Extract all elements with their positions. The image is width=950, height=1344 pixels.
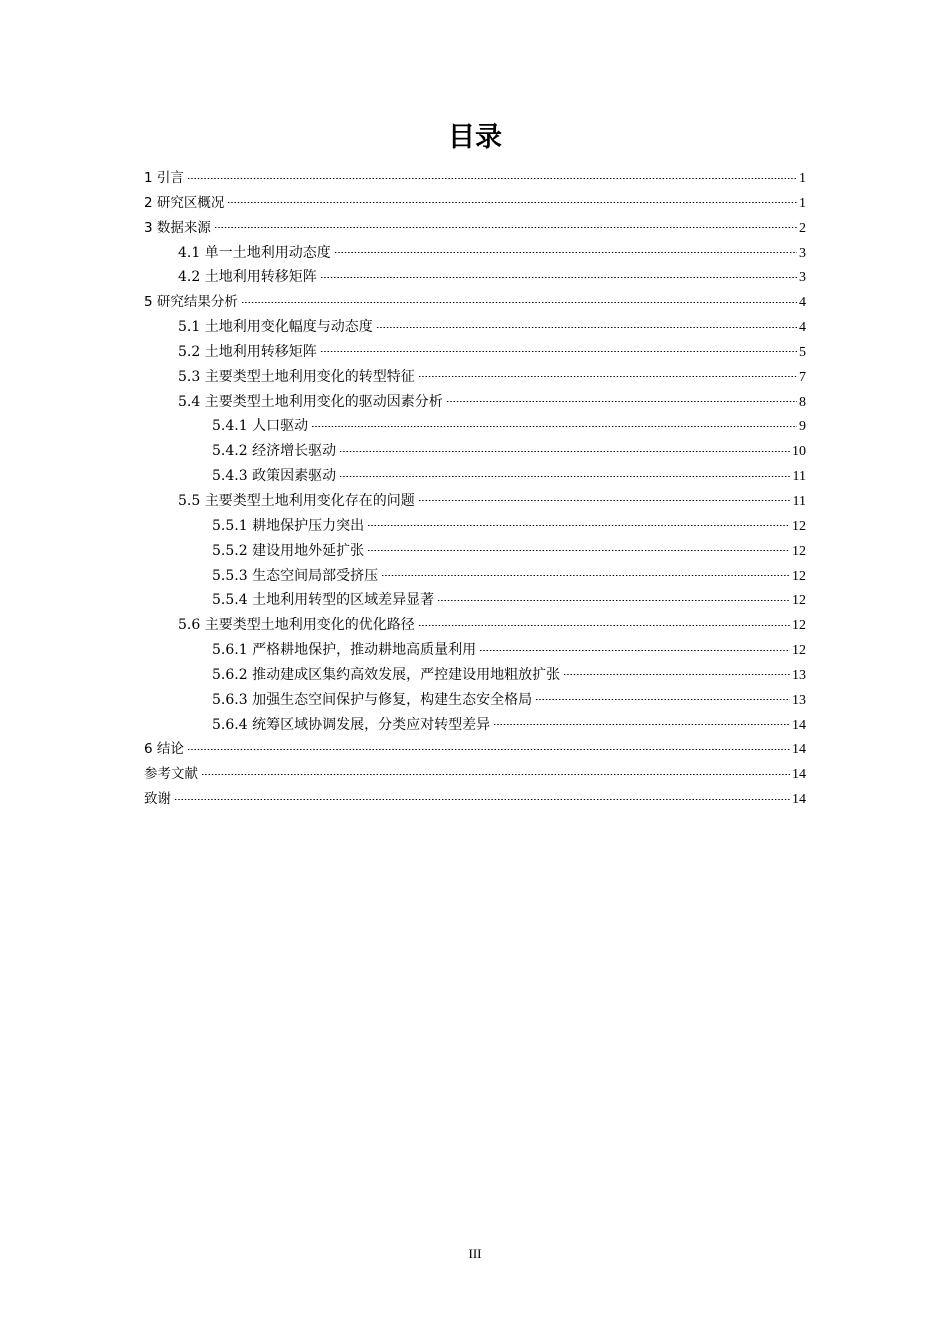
toc-entry-title: 5.6.1 严格耕地保护，推动耕地高质量利用: [212, 642, 477, 659]
toc-entry-title: 致谢: [144, 791, 171, 808]
dot-leader: [201, 770, 790, 778]
toc-entry[interactable]: [144, 713, 806, 738]
toc-entry[interactable]: [144, 737, 806, 762]
toc-entry-page: 12: [792, 543, 806, 559]
dot-leader: [187, 745, 790, 753]
toc-entry-title: 5.5.2 建设用地外延扩张: [212, 542, 365, 559]
dot-leader: [339, 472, 790, 480]
toc-entry-page: 12: [792, 593, 806, 609]
toc-entry-title: 5.5 主要类型土地利用变化存在的问题: [178, 492, 415, 509]
dot-leader: [320, 348, 797, 356]
toc-entry-title: 4.2 土地利用转移矩阵: [178, 269, 317, 286]
toc-entry-title: 5.5.4 土地利用转型的区域差异显著: [212, 592, 435, 609]
toc-entry-page: 7: [799, 369, 806, 385]
dot-leader: [334, 249, 797, 257]
toc-entry-title: 5.5.3 生态空间局部受挤压: [212, 567, 379, 584]
toc-entry[interactable]: [144, 290, 806, 315]
toc-entry-page: 12: [792, 568, 806, 584]
toc-entry[interactable]: [144, 539, 806, 564]
page-title: 目录: [448, 122, 502, 153]
toc-entry-page: 4: [799, 295, 806, 311]
dot-leader: [214, 224, 797, 232]
toc-entry-page: 14: [792, 767, 806, 783]
toc-entry-page: 11: [792, 493, 806, 509]
dot-leader: [418, 621, 790, 629]
toc-entry-page: 3: [799, 245, 806, 261]
toc-entry[interactable]: [144, 216, 806, 241]
toc-entry[interactable]: [144, 588, 806, 613]
toc-entry-page: 5: [799, 344, 806, 360]
toc-entry[interactable]: [144, 241, 806, 266]
dot-leader: [376, 323, 797, 331]
toc-entry[interactable]: [144, 315, 806, 340]
toc-entry[interactable]: [144, 663, 806, 688]
toc-entry-page: 13: [792, 667, 806, 683]
toc-entry-title: 1 引言: [144, 170, 184, 186]
toc-entry[interactable]: [144, 340, 806, 365]
toc-entry-page: 1: [799, 171, 806, 186]
toc-entry-title: 3 数据来源: [144, 219, 211, 236]
toc-entry[interactable]: [144, 191, 806, 216]
toc-entry-page: 11: [792, 469, 806, 485]
toc-entry-title: 5 研究结果分析: [144, 294, 238, 311]
toc-entry-title: 参考文献: [144, 766, 198, 783]
toc-entry[interactable]: [144, 514, 806, 539]
toc-entry[interactable]: [144, 787, 806, 812]
toc-entry[interactable]: [144, 365, 806, 390]
toc-entry-title: 5.4.3 政策因素驱动: [212, 468, 337, 485]
dot-leader: [174, 795, 790, 803]
dot-leader: [535, 696, 790, 704]
toc-entry-page: 4: [799, 320, 806, 336]
toc-entry[interactable]: [144, 613, 806, 638]
toc-entry-title: 6 结论: [144, 741, 184, 758]
dot-leader: [339, 447, 790, 455]
toc-entry-page: 1: [799, 195, 806, 211]
toc-entry[interactable]: [144, 439, 806, 464]
dot-leader: [446, 398, 797, 406]
toc-entry-title: 2 研究区概况: [144, 194, 225, 211]
toc-entry-title: 5.6.3 加强生态空间保护与修复，构建生态安全格局: [212, 691, 533, 708]
toc-entry-title: 5.5.1 耕地保护压力突出: [212, 517, 365, 534]
toc-entry-page: 14: [792, 717, 806, 733]
dot-leader: [479, 646, 790, 654]
toc-entry-page: 12: [792, 643, 806, 659]
toc-entry[interactable]: [144, 489, 806, 514]
toc-entry-title: 5.6 主要类型土地利用变化的优化路径: [178, 617, 415, 634]
toc-entry-page: 9: [799, 419, 806, 435]
toc-entry-title: 5.4.1 人口驱动: [212, 418, 309, 435]
toc-entry-title: 5.6.2 推动建成区集约高效发展，严控建设用地粗放扩张: [212, 666, 561, 683]
toc-entry-page: 14: [792, 792, 806, 808]
toc-entry-page: 3: [799, 270, 806, 286]
table-of-contents: [144, 166, 806, 812]
dot-leader: [493, 721, 790, 729]
toc-entry-title: 5.4 主要类型土地利用变化的驱动因素分析: [178, 393, 443, 410]
toc-entry[interactable]: [144, 390, 806, 415]
toc-entry[interactable]: [144, 166, 806, 191]
toc-entry-title: 4.1 单一土地利用动态度: [178, 244, 331, 261]
dot-leader: [367, 522, 790, 530]
dot-leader: [241, 298, 797, 306]
toc-entry-page: 12: [792, 618, 806, 634]
dot-leader: [227, 199, 797, 207]
dot-leader: [187, 174, 797, 182]
toc-entry[interactable]: [144, 265, 806, 290]
toc-entry[interactable]: [144, 564, 806, 589]
toc-entry-title: 5.4.2 经济增长驱动: [212, 443, 337, 460]
toc-entry-page: 8: [799, 394, 806, 410]
dot-leader: [563, 671, 790, 679]
toc-entry[interactable]: [144, 638, 806, 663]
toc-entry-page: 10: [792, 444, 806, 460]
toc-entry-title: 5.2 土地利用转移矩阵: [178, 343, 317, 360]
dot-leader: [320, 273, 797, 281]
dot-leader: [418, 497, 791, 505]
dot-leader: [367, 547, 790, 555]
toc-entry-title: 5.6.4 统筹区域协调发展，分类应对转型差异: [212, 716, 491, 733]
dot-leader: [437, 596, 790, 604]
toc-entry[interactable]: [144, 464, 806, 489]
toc-entry-page: 14: [792, 742, 806, 758]
toc-entry-page: 2: [799, 220, 806, 236]
toc-entry-page: 12: [792, 518, 806, 534]
dot-leader: [311, 422, 797, 430]
dot-leader: [381, 572, 790, 580]
dot-leader: [418, 373, 797, 381]
toc-entry[interactable]: [144, 688, 806, 713]
page-number: III: [468, 1246, 482, 1261]
toc-entry-title: 5.1 土地利用变化幅度与动态度: [178, 319, 373, 336]
toc-entry[interactable]: [144, 414, 806, 439]
toc-entry[interactable]: [144, 762, 806, 787]
toc-entry-page: 13: [792, 692, 806, 708]
toc-entry-title: 5.3 主要类型土地利用变化的转型特征: [178, 368, 415, 385]
